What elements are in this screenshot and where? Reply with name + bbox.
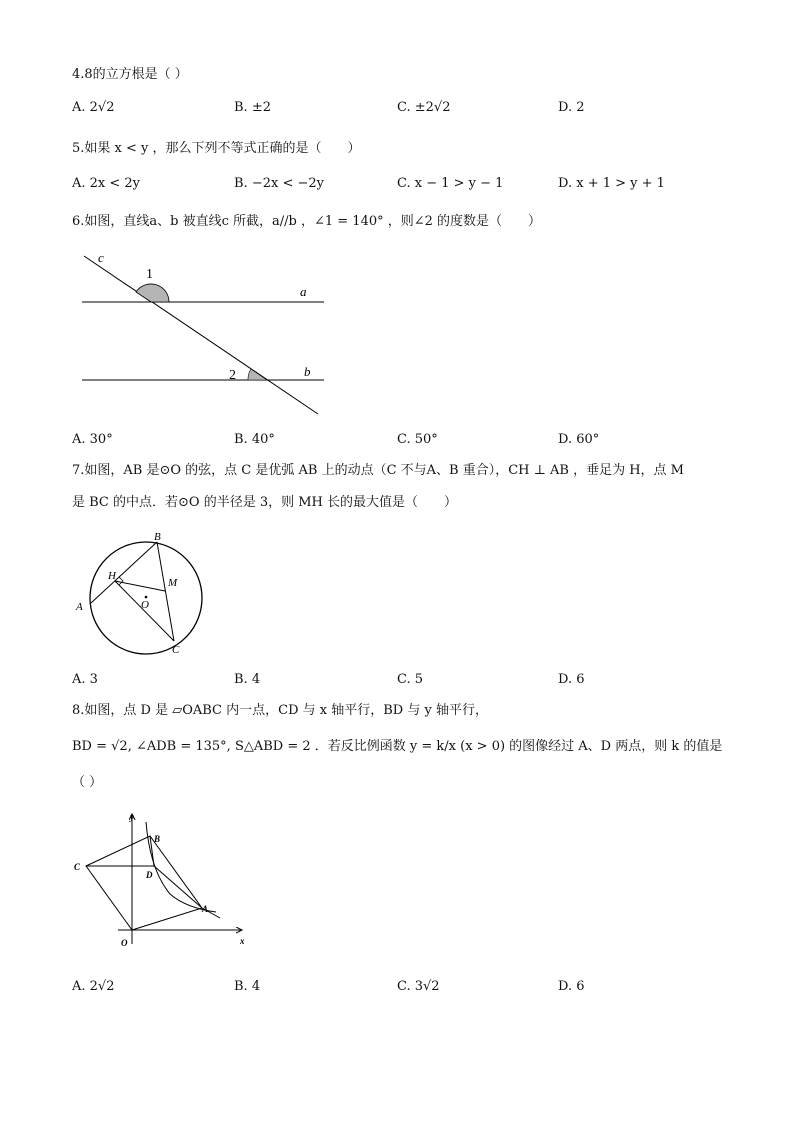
center-point xyxy=(145,596,148,599)
segment-da xyxy=(154,866,202,908)
segment-mh xyxy=(115,581,165,591)
label-d: D xyxy=(146,870,153,880)
label-b: B xyxy=(154,531,161,543)
question-6-options xyxy=(72,430,732,450)
label-o: O xyxy=(141,599,149,611)
line-c xyxy=(84,256,318,414)
option-a[interactable]: A. 3 xyxy=(72,672,98,687)
coordinate-figure xyxy=(70,808,250,958)
question-8-options xyxy=(72,977,732,997)
label-y: y xyxy=(130,812,134,822)
label-x: x xyxy=(240,936,245,946)
question-7-stem-line-1: 7.如图，AB 是⊙O 的弦，点 C 是优弧 AB 上的动点（C 不与A、B 重合），CH ⊥ AB ，垂足为 H，点 M xyxy=(72,463,684,478)
label-h: H xyxy=(108,570,116,582)
option-c[interactable]: C. 3√2 xyxy=(397,979,440,994)
label-c: C xyxy=(74,862,81,872)
option-d[interactable]: D. 2 xyxy=(558,100,585,115)
label-angle-2: 2 xyxy=(229,368,236,383)
question-7-stem-line-2: 是 BC 的中点．若⊙O 的半径是 3，则 MH 长的最大值是（ ） xyxy=(72,495,458,510)
question-8-stem-line-1: 8.如图，点 D 是 ▱OABC 内一点，CD 与 x 轴平行，BD 与 y 轴平行， xyxy=(72,703,488,718)
option-d[interactable]: D. 6 xyxy=(558,979,585,994)
parallelogram-oabc xyxy=(86,836,202,930)
label-a: A xyxy=(76,601,83,613)
question-4-options xyxy=(72,98,732,118)
chord-ab xyxy=(91,542,157,603)
question-8-stem-line-3: （ ） xyxy=(72,775,103,790)
question-5-stem: 5.如果 x < y ，那么下列不等式正确的是（ ） xyxy=(72,141,361,156)
option-a[interactable]: A. 2√2 xyxy=(72,100,115,115)
label-o: O xyxy=(121,938,128,948)
question-6-stem: 6.如图，直线a、b 被直线c 所截，a//b ，∠1 = 140° ，则∠2 的度数是（ ） xyxy=(72,214,542,229)
option-b[interactable]: B. 40° xyxy=(234,432,275,447)
angle-1-marker xyxy=(136,284,169,302)
question-7-options xyxy=(72,670,732,690)
label-a: a xyxy=(300,284,307,299)
option-d[interactable]: D. 60° xyxy=(558,432,600,447)
label-c: C xyxy=(172,644,180,656)
option-c[interactable]: C. 5 xyxy=(397,672,424,687)
label-b: B xyxy=(154,834,161,844)
question-8-stem-line-2: BD = √2, ∠ADB = 135°, S△ABD = 2 ．若反比例函数 y = k/x (x > 0) 的图像经过 A、D 两点，则 k 的值是 xyxy=(72,739,723,754)
option-d[interactable]: D. x + 1 > y + 1 xyxy=(558,176,665,191)
option-b[interactable]: B. 4 xyxy=(234,979,261,994)
label-m: M xyxy=(168,577,178,589)
option-a[interactable]: A. 30° xyxy=(72,432,113,447)
option-a[interactable]: A. 2√2 xyxy=(72,979,115,994)
label-b: b xyxy=(304,364,311,379)
option-b[interactable]: B. −2x < −2y xyxy=(234,176,324,191)
parallel-lines-figure xyxy=(72,248,332,420)
question-4-stem: 4.8的立方根是（ ） xyxy=(72,67,188,82)
circle-figure xyxy=(70,524,210,662)
label-c: c xyxy=(98,250,104,265)
option-c[interactable]: C. ±2√2 xyxy=(397,100,451,115)
option-a[interactable]: A. 2x < 2y xyxy=(72,176,141,191)
label-angle-1: 1 xyxy=(146,267,153,282)
option-c[interactable]: C. x − 1 > y − 1 xyxy=(397,176,504,191)
option-c[interactable]: C. 50° xyxy=(397,432,438,447)
option-d[interactable]: D. 6 xyxy=(558,672,585,687)
right-angle-marker xyxy=(119,577,123,585)
angle-2-marker xyxy=(248,369,267,380)
label-a: A xyxy=(202,904,209,914)
option-b[interactable]: B. ±2 xyxy=(234,100,271,115)
option-b[interactable]: B. 4 xyxy=(234,672,261,687)
question-5-options xyxy=(72,174,732,194)
